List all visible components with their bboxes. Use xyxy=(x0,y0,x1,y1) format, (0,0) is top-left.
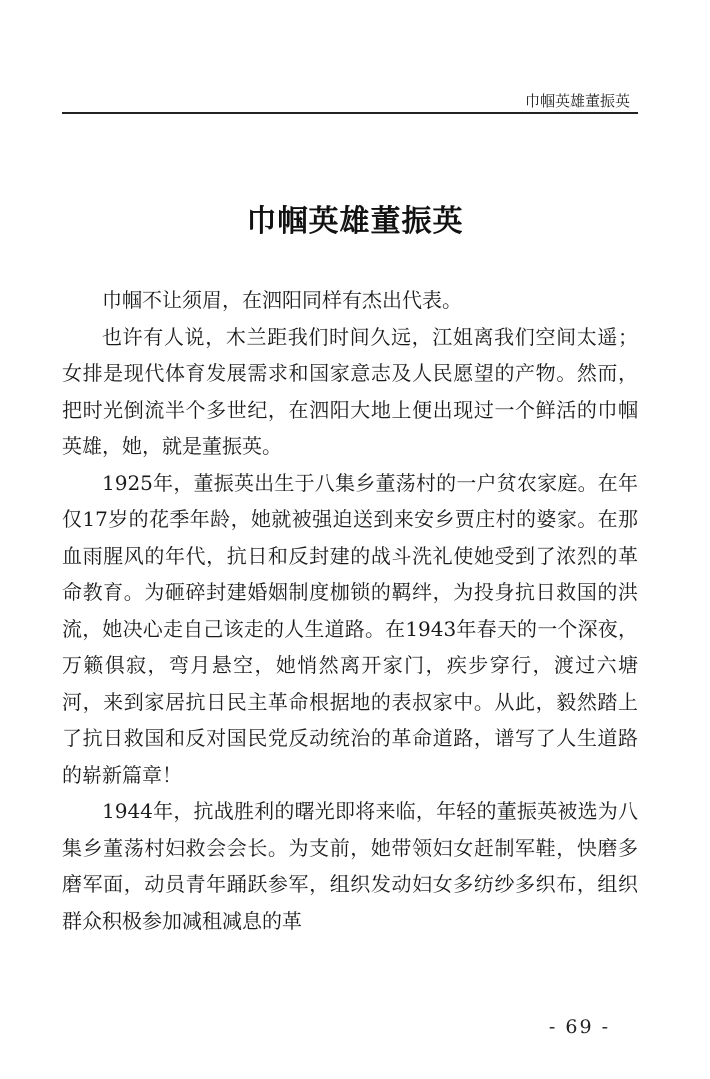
paragraph: 巾帼不让须眉，在泗阳同样有杰出代表。 xyxy=(102,288,462,312)
header-rule xyxy=(62,112,638,114)
paragraph: 也许有人说，木兰距我们时间久远，江姐离我们空间太遥；女排是现代体育发展需求和国家意志及人民愿望的产物。然而，把时光倒流半个多世纪，在泗阳大地上便出现过一个鲜活的巾帼英雄，她，就是董振英。 xyxy=(62,324,638,458)
page-title: 巾帼英雄董振英 xyxy=(246,204,464,239)
page-number: - 69 - xyxy=(548,1016,610,1038)
article-body xyxy=(62,282,638,939)
paragraph: 1925年，董振英出生于八集乡董荡村的一户贫农家庭。在年仅17岁的花季年龄，她就被强迫送到来安乡贾庄村的婆家。在那血雨腥风的年代，抗日和反封建的战斗洗礼使她受到了浓烈的革命教育。为砸碎封建婚姻制度枷锁的羁绊，为投身抗日救国的洪流，她决心走自己该走的人生道路。在1943年春天的一个深夜，万籁俱寂，弯月悬空，她悄然离开家门，疾步穿行，渡过六塘河，来到家居抗日民主革命根据地的表叔家中。从此，毅然踏上了抗日救国和反对国民党反动统治的革命道路，谱写了人生道路的崭新篇章！ xyxy=(62,470,638,787)
paragraph: 1944年，抗战胜利的曙光即将来临，年轻的董振英被选为八集乡董荡村妇救会会长。为支前，她带领妇女赶制军鞋，快磨多磨军面，动员青年踊跃参军，组织发动妇女多纺纱多织布，组织群众积极参加减租减息的革 xyxy=(62,799,638,933)
running-header: 巾帼英雄董振英 xyxy=(524,92,630,110)
